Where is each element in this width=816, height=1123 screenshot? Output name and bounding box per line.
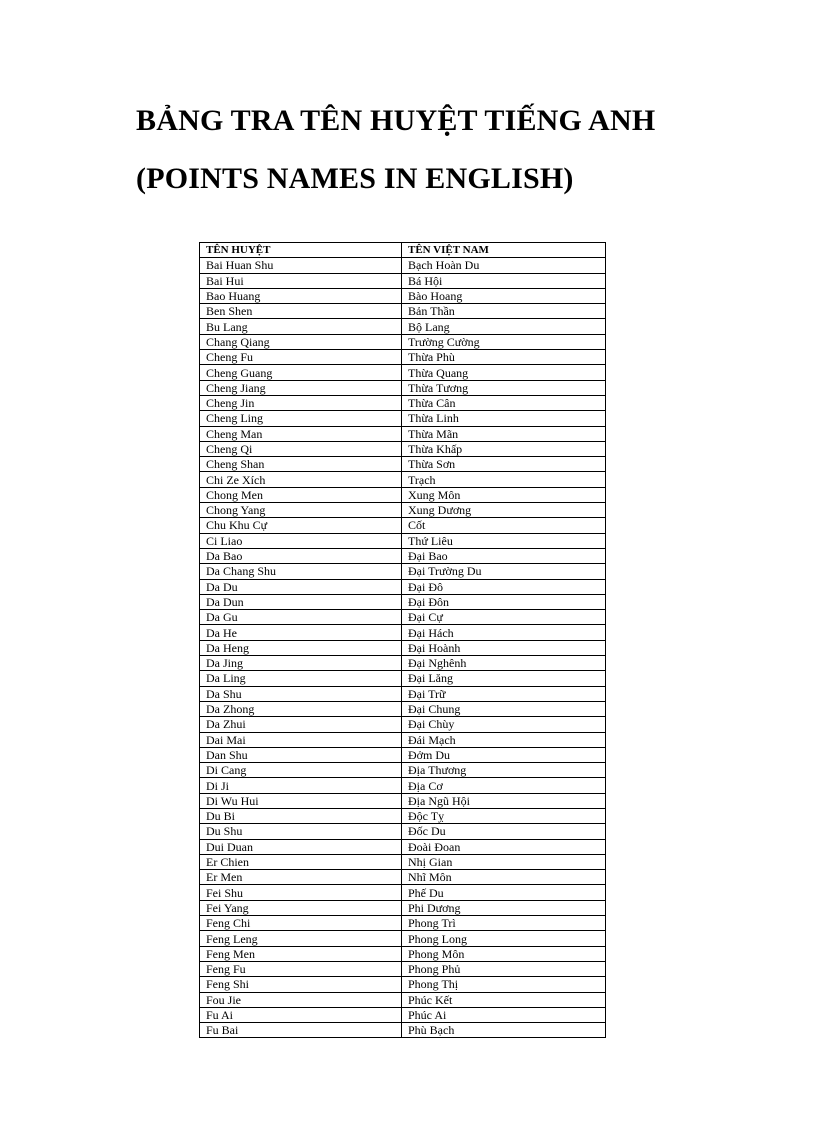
table-row — [200, 487, 606, 502]
table-body — [200, 258, 606, 1038]
cell-point-name: Cheng Guang — [200, 365, 402, 380]
cell-vietnamese-name: Phong Trì — [402, 916, 606, 931]
cell-point-name: Chong Men — [200, 487, 402, 502]
cell-vietnamese-name: Xung Môn — [402, 487, 606, 502]
document-title — [136, 92, 776, 208]
cell-point-name: Da Chang Shu — [200, 564, 402, 579]
table-row — [200, 656, 606, 671]
cell-point-name: Fu Bai — [200, 1023, 402, 1038]
cell-vietnamese-name: Đại Hoành — [402, 640, 606, 655]
table-row — [200, 931, 606, 946]
cell-point-name: Fei Shu — [200, 885, 402, 900]
cell-vietnamese-name: Thứ Liêu — [402, 533, 606, 548]
cell-vietnamese-name: Thừa Mãn — [402, 426, 606, 441]
cell-vietnamese-name: Thừa Khấp — [402, 441, 606, 456]
cell-point-name: Da Bao — [200, 548, 402, 563]
table-row — [200, 258, 606, 273]
cell-vietnamese-name: Đại Trữ — [402, 686, 606, 701]
cell-point-name: Feng Shi — [200, 977, 402, 992]
table-row — [200, 763, 606, 778]
cell-vietnamese-name: Phúc Kết — [402, 992, 606, 1007]
cell-vietnamese-name: Phế Du — [402, 885, 606, 900]
cell-point-name: Cheng Jin — [200, 395, 402, 410]
cell-vietnamese-name: Đái Mạch — [402, 732, 606, 747]
cell-vietnamese-name: Trường Cường — [402, 334, 606, 349]
points-table — [199, 242, 606, 1038]
cell-point-name: Ben Shen — [200, 304, 402, 319]
cell-vietnamese-name: Phong Thị — [402, 977, 606, 992]
title-line-1: BẢNG TRA TÊN HUYỆT TIẾNG ANH — [136, 104, 656, 137]
header-vietnamese-name: TÊN VIỆT NAM — [402, 243, 606, 258]
cell-point-name: Cheng Ling — [200, 411, 402, 426]
cell-vietnamese-name: Bá Hội — [402, 273, 606, 288]
cell-point-name: Bao Huang — [200, 288, 402, 303]
table-row — [200, 365, 606, 380]
cell-vietnamese-name: Phong Phủ — [402, 961, 606, 976]
table-row — [200, 717, 606, 732]
cell-point-name: Chang Qiang — [200, 334, 402, 349]
table-row — [200, 640, 606, 655]
cell-point-name: Dan Shu — [200, 747, 402, 762]
table-row — [200, 304, 606, 319]
cell-point-name: Da Zhui — [200, 717, 402, 732]
table-row — [200, 946, 606, 961]
table-row — [200, 900, 606, 915]
cell-point-name: Feng Fu — [200, 961, 402, 976]
table-row — [200, 411, 606, 426]
cell-point-name: Da Jing — [200, 656, 402, 671]
cell-point-name: Da Shu — [200, 686, 402, 701]
cell-vietnamese-name: Phong Môn — [402, 946, 606, 961]
table-row — [200, 319, 606, 334]
cell-vietnamese-name: Đại Trường Du — [402, 564, 606, 579]
cell-point-name: Cheng Qi — [200, 441, 402, 456]
cell-vietnamese-name: Cốt — [402, 518, 606, 533]
cell-point-name: Du Bi — [200, 808, 402, 823]
cell-point-name: Chong Yang — [200, 503, 402, 518]
cell-point-name: Da Dun — [200, 594, 402, 609]
cell-point-name: Di Wu Hui — [200, 793, 402, 808]
header-point-name: TÊN HUYỆT — [200, 243, 402, 258]
table-row — [200, 625, 606, 640]
table-row — [200, 288, 606, 303]
cell-point-name: Fu Ai — [200, 1007, 402, 1022]
table-row — [200, 610, 606, 625]
table-row — [200, 395, 606, 410]
cell-vietnamese-name: Thừa Tương — [402, 380, 606, 395]
cell-vietnamese-name: Bộ Lang — [402, 319, 606, 334]
table-row — [200, 977, 606, 992]
cell-vietnamese-name: Đại Đô — [402, 579, 606, 594]
table-row — [200, 426, 606, 441]
table-row — [200, 441, 606, 456]
table-row — [200, 350, 606, 365]
cell-vietnamese-name: Nhĩ Môn — [402, 870, 606, 885]
table-row — [200, 961, 606, 976]
cell-vietnamese-name: Trạch — [402, 472, 606, 487]
cell-point-name: Di Cang — [200, 763, 402, 778]
cell-vietnamese-name: Phù Bạch — [402, 1023, 606, 1038]
table-row — [200, 380, 606, 395]
cell-vietnamese-name: Đại Hách — [402, 625, 606, 640]
table-row — [200, 747, 606, 762]
cell-vietnamese-name: Đại Bao — [402, 548, 606, 563]
cell-point-name: Chi Ze Xích — [200, 472, 402, 487]
cell-vietnamese-name: Nhị Gian — [402, 854, 606, 869]
table-row — [200, 671, 606, 686]
cell-vietnamese-name: Thừa Cân — [402, 395, 606, 410]
cell-vietnamese-name: Đởm Du — [402, 747, 606, 762]
cell-vietnamese-name: Phong Long — [402, 931, 606, 946]
table-row — [200, 732, 606, 747]
cell-point-name: Da Zhong — [200, 701, 402, 716]
cell-point-name: Bai Huan Shu — [200, 258, 402, 273]
table-row — [200, 457, 606, 472]
cell-point-name: Dai Mai — [200, 732, 402, 747]
cell-point-name: Fou Jie — [200, 992, 402, 1007]
cell-vietnamese-name: Phi Dương — [402, 900, 606, 915]
cell-vietnamese-name: Thừa Phù — [402, 350, 606, 365]
points-table-container — [199, 242, 605, 1038]
table-row — [200, 686, 606, 701]
cell-point-name: Du Shu — [200, 824, 402, 839]
cell-point-name: Cheng Man — [200, 426, 402, 441]
table-row — [200, 503, 606, 518]
cell-point-name: Bai Hui — [200, 273, 402, 288]
cell-point-name: Ci Liao — [200, 533, 402, 548]
table-row — [200, 1007, 606, 1022]
table-row — [200, 273, 606, 288]
cell-point-name: Cheng Shan — [200, 457, 402, 472]
table-row — [200, 824, 606, 839]
table-row — [200, 1023, 606, 1038]
cell-vietnamese-name: Địa Cơ — [402, 778, 606, 793]
cell-vietnamese-name: Độc Tỵ — [402, 808, 606, 823]
table-row — [200, 870, 606, 885]
table-row — [200, 854, 606, 869]
cell-point-name: Da Ling — [200, 671, 402, 686]
table-row — [200, 793, 606, 808]
cell-vietnamese-name: Xung Dương — [402, 503, 606, 518]
table-row — [200, 564, 606, 579]
table-row — [200, 701, 606, 716]
table-row — [200, 548, 606, 563]
cell-point-name: Feng Men — [200, 946, 402, 961]
cell-point-name: Da Gu — [200, 610, 402, 625]
table-row — [200, 579, 606, 594]
cell-point-name: Feng Chi — [200, 916, 402, 931]
table-row — [200, 594, 606, 609]
cell-vietnamese-name: Bản Thần — [402, 304, 606, 319]
cell-point-name: Da He — [200, 625, 402, 640]
cell-point-name: Cheng Jiang — [200, 380, 402, 395]
cell-point-name: Feng Leng — [200, 931, 402, 946]
cell-vietnamese-name: Đại Chung — [402, 701, 606, 716]
table-row — [200, 808, 606, 823]
cell-point-name: Chu Khu Cự — [200, 518, 402, 533]
title-line-2: (POINTS NAMES IN ENGLISH) — [136, 162, 574, 195]
cell-vietnamese-name: Đại Cự — [402, 610, 606, 625]
cell-point-name: Bu Lang — [200, 319, 402, 334]
table-row — [200, 533, 606, 548]
table-row — [200, 992, 606, 1007]
cell-point-name: Da Heng — [200, 640, 402, 655]
table-header-row — [200, 243, 606, 258]
cell-point-name: Dui Duan — [200, 839, 402, 854]
cell-vietnamese-name: Đoài Đoan — [402, 839, 606, 854]
cell-point-name: Cheng Fu — [200, 350, 402, 365]
cell-vietnamese-name: Địa Ngũ Hội — [402, 793, 606, 808]
table-row — [200, 885, 606, 900]
cell-vietnamese-name: Đại Đôn — [402, 594, 606, 609]
cell-vietnamese-name: Bạch Hoàn Du — [402, 258, 606, 273]
cell-point-name: Da Du — [200, 579, 402, 594]
cell-vietnamese-name: Thừa Linh — [402, 411, 606, 426]
table-row — [200, 778, 606, 793]
cell-vietnamese-name: Địa Thương — [402, 763, 606, 778]
cell-vietnamese-name: Đại Chùy — [402, 717, 606, 732]
table-row — [200, 472, 606, 487]
cell-vietnamese-name: Bào Hoang — [402, 288, 606, 303]
table-row — [200, 839, 606, 854]
cell-vietnamese-name: Đại Lăng — [402, 671, 606, 686]
cell-vietnamese-name: Đại Nghênh — [402, 656, 606, 671]
cell-point-name: Di Ji — [200, 778, 402, 793]
cell-point-name: Er Chien — [200, 854, 402, 869]
cell-vietnamese-name: Thừa Sơn — [402, 457, 606, 472]
table-row — [200, 518, 606, 533]
cell-point-name: Er Men — [200, 870, 402, 885]
cell-vietnamese-name: Đốc Du — [402, 824, 606, 839]
cell-point-name: Fei Yang — [200, 900, 402, 915]
cell-vietnamese-name: Thừa Quang — [402, 365, 606, 380]
cell-vietnamese-name: Phúc Ai — [402, 1007, 606, 1022]
table-row — [200, 334, 606, 349]
table-row — [200, 916, 606, 931]
